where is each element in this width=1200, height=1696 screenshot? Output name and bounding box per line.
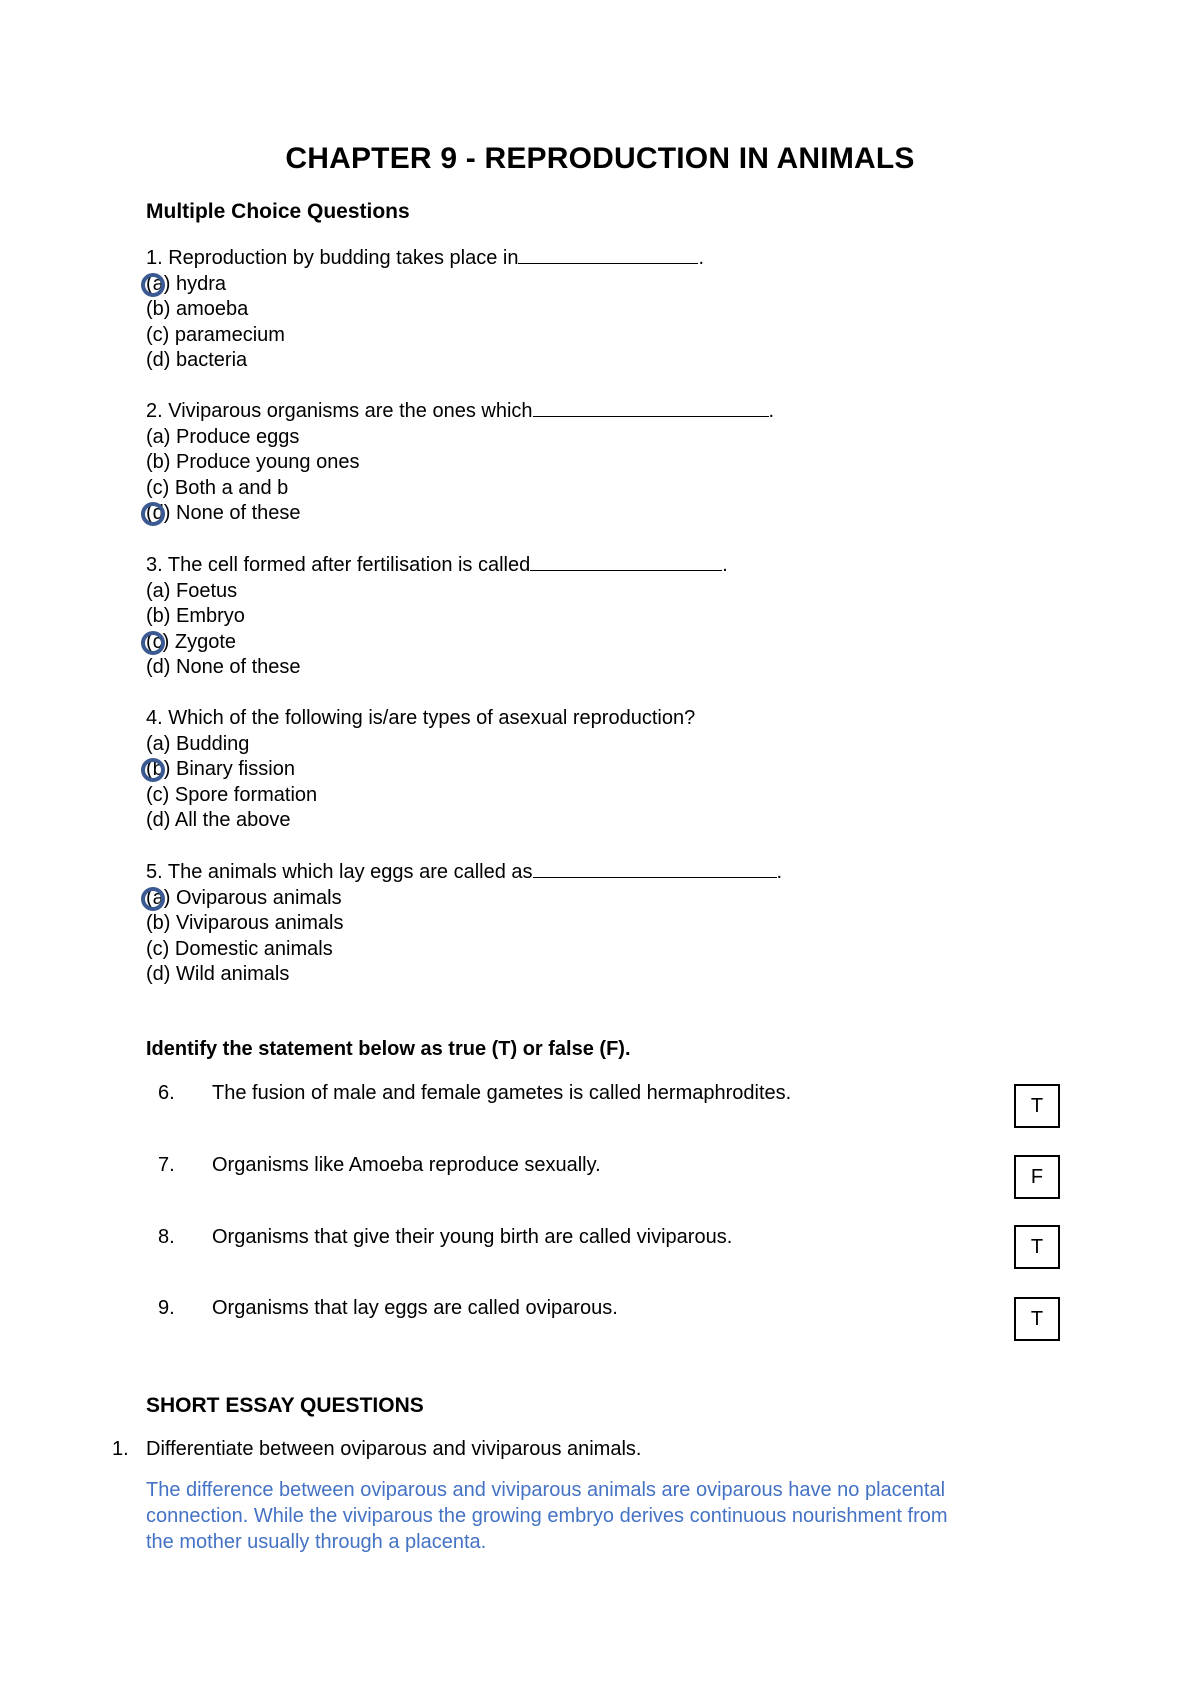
tf-statement-6 [0,1082,1200,1132]
tf-heading: Identify the statement below as true (T) or false (F). [146,1038,631,1060]
mcq-heading: Multiple Choice Questions [146,200,410,223]
mcq-question-2 [146,399,1046,527]
answer-blank [533,399,769,417]
option-text: (c) paramecium [146,323,285,346]
selected-circle-mark [141,273,165,297]
option-text: (d) None of these [146,656,301,679]
option-text: (c) Both a and b [146,476,289,499]
statement-text: The fusion of male and female gametes is called hermaphrodites. [212,1082,792,1104]
statement-number: 9. [158,1297,175,1319]
answer-box[interactable]: T [1014,1084,1060,1128]
option-text: (b) Binary fission [146,758,295,781]
essay-question-number: 1. [112,1438,129,1460]
question-text: 5. The animals which lay eggs are called as [146,861,533,883]
option-text: (c) Domestic animals [146,937,333,960]
statement-number: 8. [158,1226,175,1248]
statement-number: 6. [158,1082,175,1104]
option-text: (c) Zygote [146,630,237,653]
option-text: (d) Wild animals [146,963,290,986]
option-text: (a) Oviparous animals [146,886,342,909]
question-text: 2. Viviparous organisms are the ones which [146,400,533,422]
answer-blank [533,860,777,878]
essay-question [112,1438,641,1461]
option-b[interactable] [146,604,245,630]
tf-statement-7 [0,1154,1200,1204]
essay-heading: SHORT ESSAY QUESTIONS [146,1394,424,1417]
option-text: (d) None of these [146,502,301,525]
answer-box[interactable]: T [1014,1225,1060,1269]
option-text: (d) All the above [146,809,291,832]
option-d[interactable] [146,808,291,834]
option-text: (b) Embryo [146,605,245,628]
option-a[interactable] [146,425,299,451]
option-b[interactable] [146,911,344,937]
option-b[interactable] [146,297,248,323]
option-d[interactable] [146,501,301,527]
option-text: (b) Viviparous animals [146,912,344,935]
selected-circle-mark [141,758,165,782]
option-text: (a) hydra [146,272,227,295]
answer-box[interactable]: T [1014,1297,1060,1341]
option-text: (a) Produce eggs [146,425,300,448]
statement-text: Organisms that lay eggs are called oviparous. [212,1297,618,1319]
option-a[interactable] [146,732,249,758]
question-text: 1. Reproduction by budding takes place in [146,247,519,269]
answer-box[interactable]: F [1014,1155,1060,1199]
question-period: . [768,400,775,422]
selected-circle-mark [141,887,165,911]
question-period: . [776,861,783,883]
mcq-question-4 [146,706,1046,834]
option-a[interactable] [146,886,342,912]
selected-circle-mark [141,631,165,655]
option-text: (d) bacteria [146,349,248,372]
option-text: (b) Produce young ones [146,451,360,474]
answer-blank [518,246,698,264]
question-text: 4. Which of the following is/are types of asexual reproduction? [146,707,696,729]
option-text: (c) Spore formation [146,783,318,806]
option-c[interactable] [146,937,333,963]
essay-question-text: Differentiate between oviparous and viviparous animals. [146,1438,642,1460]
option-c[interactable] [146,476,288,502]
statement-text: Organisms like Amoeba reproduce sexually. [212,1154,601,1176]
mcq-question-5 [146,860,1046,988]
option-text: (a) Foetus [146,579,238,602]
tf-statement-8 [0,1226,1200,1276]
option-text: (a) Budding [146,732,250,755]
question-period: . [698,247,705,269]
option-a[interactable] [146,272,226,298]
option-b[interactable] [146,450,359,476]
option-c[interactable] [146,630,236,656]
statement-text: Organisms that give their young birth are called viviparous. [212,1226,733,1248]
question-text: 3. The cell formed after fertilisation is called [146,554,531,576]
option-b[interactable] [146,757,295,783]
option-d[interactable] [146,962,289,988]
tf-statement-9 [0,1297,1200,1347]
answer-blank [530,553,722,571]
option-d[interactable] [146,348,247,374]
statement-number: 7. [158,1154,175,1176]
page-title: CHAPTER 9 - REPRODUCTION IN ANIMALS [285,142,915,175]
mcq-question-3 [146,553,1046,681]
question-period: . [722,554,728,576]
option-text: (b) amoeba [146,298,249,321]
mcq-question-1 [146,246,1046,374]
option-c[interactable] [146,783,317,809]
option-a[interactable] [146,579,237,605]
option-d[interactable] [146,655,301,681]
option-c[interactable] [146,323,285,349]
essay-answer: The difference between oviparous and viviparous animals are oviparous have no placental connection. While the viviparous the growing embryo derives continuous nourishment from the mother usually through a placenta. [146,1479,948,1553]
